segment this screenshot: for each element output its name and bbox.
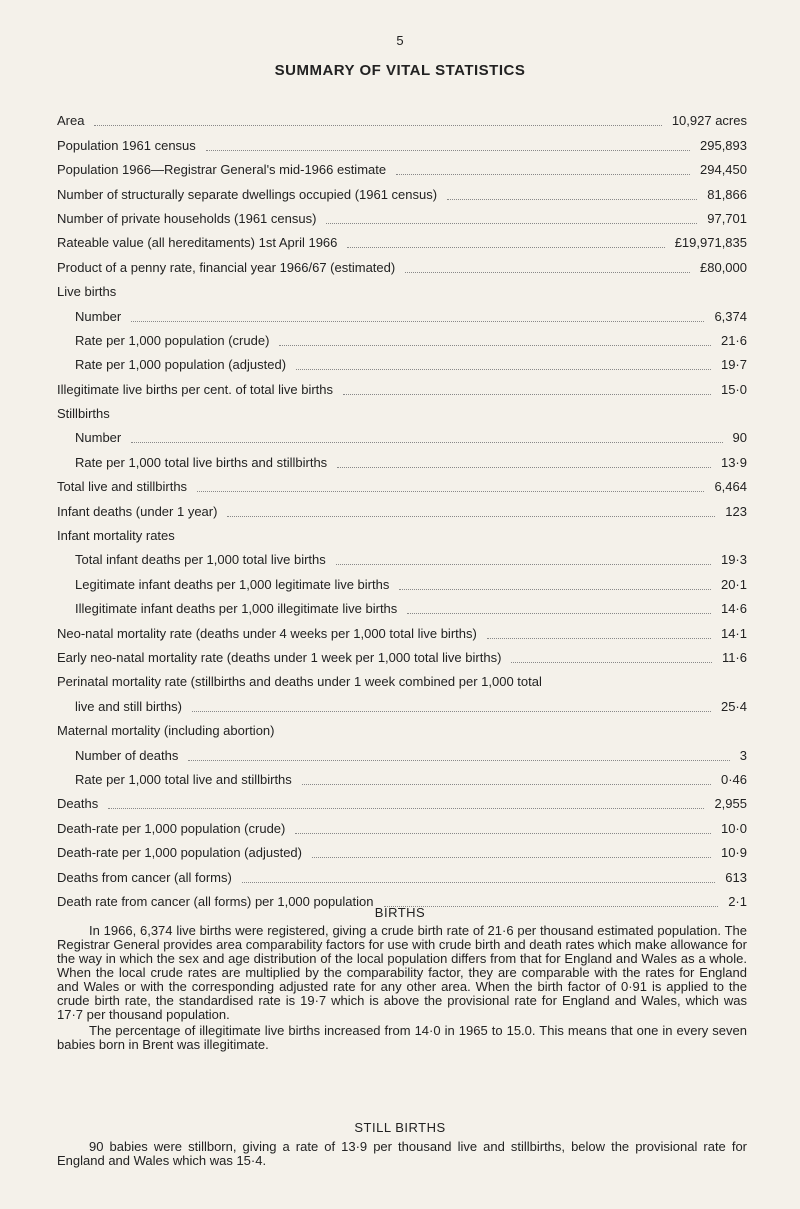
stat-value: 2,955 <box>714 796 747 812</box>
stat-row-total-births <box>57 471 747 495</box>
stat-heading-stillbirths <box>57 398 747 422</box>
stat-row-death-rate-adjusted <box>57 837 747 861</box>
stat-row-infant-deaths <box>57 495 747 519</box>
leader-dots <box>405 271 690 273</box>
stat-heading-infant-mortality <box>57 520 747 544</box>
leader-dots <box>227 515 715 517</box>
stat-row-neo-natal <box>57 617 747 641</box>
stat-value: 10,927 acres <box>671 113 747 129</box>
stat-label: Infant deaths (under 1 year) <box>57 503 218 519</box>
stat-heading-label: Live births <box>57 284 117 300</box>
page-title: SUMMARY OF VITAL STATISTICS <box>274 62 526 79</box>
stat-label: Illegitimate live births per cent. of total live births <box>57 381 334 397</box>
stat-heading-label: Stillbirths <box>57 406 110 422</box>
leader-dots <box>407 612 711 614</box>
stat-row-rateable-value <box>57 227 747 251</box>
stat-value: 6,374 <box>714 308 747 324</box>
stat-value: 25·4 <box>720 698 747 714</box>
stat-row-households <box>57 203 747 227</box>
stat-label: Early neo-natal mortality rate (deaths under 1 week per 1,000 total live births) <box>57 649 502 665</box>
stat-row-birth-rate-adjusted <box>57 349 747 373</box>
leader-dots <box>295 832 711 834</box>
stat-label: Number of private households (1961 census) <box>57 210 317 226</box>
stat-value: £19,971,835 <box>674 235 747 251</box>
leader-dots <box>108 807 704 809</box>
leader-dots <box>312 856 711 858</box>
stat-value: 14·6 <box>720 601 747 617</box>
leader-dots <box>347 246 664 248</box>
stat-label: Death-rate per 1,000 population (crude) <box>57 820 286 836</box>
stat-row-stillbirths-number <box>57 422 747 446</box>
stat-label: Deaths <box>57 796 99 812</box>
stat-label: Total infant deaths per 1,000 total live births <box>75 552 326 568</box>
stat-value: 81,866 <box>707 186 747 202</box>
stat-heading-live-births <box>57 276 747 300</box>
stat-value: 20·1 <box>720 576 747 592</box>
stat-label: Rate per 1,000 population (crude) <box>75 332 270 348</box>
stat-value: 2·1 <box>728 893 747 909</box>
stat-label: Rate per 1,000 population (adjusted) <box>75 357 287 373</box>
stat-row-penny-rate <box>57 251 747 275</box>
leader-dots <box>197 490 704 492</box>
stat-value: 3 <box>739 747 747 763</box>
leader-dots <box>131 441 722 443</box>
stat-value: 10·9 <box>720 845 747 861</box>
leader-dots <box>94 124 661 126</box>
stat-row-infant-mortality-illegitimate <box>57 593 747 617</box>
still-births-heading: STILL BIRTHS <box>354 1120 446 1135</box>
stat-row-maternal-rate <box>57 764 747 788</box>
leader-dots <box>131 320 704 322</box>
stat-label: Area <box>57 113 85 129</box>
stat-label: Legitimate infant deaths per 1,000 legitimate live births <box>75 576 390 592</box>
stat-value: 97,701 <box>707 210 747 226</box>
births-paragraph-1: In 1966, 6,374 live births were registered, giving a crude birth rate of 21·6 per thousand estimated population. The Registrar General provides area comparability factors for use with crude birth and death rates which make allowance for the way in which the sex and age distribution of the local population differs from that for England and Wales as a whole. When the local crude rates are multiplied by the comparability factor, they are comparable with the rates for England and Wales or with the corresponding adjusted rate for any other area. When the birth factor of 0·91 is applied to the crude birth rate, the standardised rate is 19·7 which is above the provisional rate for England and Wales, which was 17·7 per thousand population. <box>57 923 747 1022</box>
stat-row-live-births-number <box>57 300 747 324</box>
stat-row-illegitimate-births <box>57 373 747 397</box>
leader-dots <box>242 881 715 883</box>
stat-label: Deaths from cancer (all forms) <box>57 869 232 885</box>
stat-value: 294,450 <box>700 162 747 178</box>
stat-label: Number of deaths <box>75 747 179 763</box>
stat-label: Illegitimate infant deaths per 1,000 illegitimate live births <box>75 601 398 617</box>
leader-dots <box>336 563 711 565</box>
stat-row-early-neo-natal <box>57 642 747 666</box>
stat-row-death-rate-crude <box>57 812 747 836</box>
leader-dots <box>188 759 729 761</box>
leader-dots <box>192 710 711 712</box>
stat-value: £80,000 <box>700 259 747 275</box>
stat-value: 6,464 <box>714 479 747 495</box>
stat-value: 613 <box>725 869 747 885</box>
stat-label: Rateable value (all hereditaments) 1st April 1966 <box>57 235 338 251</box>
stat-row-population-1966 <box>57 154 747 178</box>
leader-dots <box>487 637 711 639</box>
leader-dots <box>396 173 690 175</box>
stat-label: live and still births) <box>75 698 182 714</box>
stat-value: 15·0 <box>720 381 747 397</box>
leader-dots <box>343 393 711 395</box>
stat-label: Neo-natal mortality rate (deaths under 4 weeks per 1,000 total live births) <box>57 625 477 641</box>
stat-row-infant-mortality-legitimate <box>57 568 747 592</box>
stat-value: 295,893 <box>700 137 747 153</box>
stat-row-dwellings <box>57 178 747 202</box>
stat-label: Rate per 1,000 total live births and stillbirths <box>75 454 328 470</box>
stat-value: 0·46 <box>720 771 747 787</box>
births-section <box>57 924 747 1052</box>
leader-dots <box>447 198 697 200</box>
stat-label: Death-rate per 1,000 population (adjusted) <box>57 845 302 861</box>
still-births-paragraph: 90 babies were stillborn, giving a rate of 13·9 per thousand live and stillbirths, below the provisional rate for England and Wales which was 15·4. <box>57 1139 747 1168</box>
stat-row-birth-rate-crude <box>57 325 747 349</box>
stat-row-deaths <box>57 788 747 812</box>
stat-value: 10·0 <box>720 820 747 836</box>
stat-heading-label: Infant mortality rates <box>57 528 175 544</box>
stat-label: Death rate from cancer (all forms) per 1,000 population <box>57 893 374 909</box>
stat-row-infant-mortality-total <box>57 544 747 568</box>
stat-value: 21·6 <box>720 332 747 348</box>
stat-label: Rate per 1,000 total live and stillbirths <box>75 771 292 787</box>
stat-heading-label: Maternal mortality (including abortion) <box>57 723 275 739</box>
stat-value: 11·6 <box>721 649 747 665</box>
stat-heading-maternal-mortality <box>57 715 747 739</box>
leader-dots <box>399 588 711 590</box>
stat-row-maternal-deaths <box>57 739 747 763</box>
vital-statistics-table <box>57 105 747 910</box>
page-number: 5 <box>396 33 404 48</box>
stat-row-stillbirth-rate <box>57 446 747 470</box>
births-heading: BIRTHS <box>374 905 426 920</box>
births-paragraph-2: The percentage of illegitimate live births increased from 14·0 in 1965 to 15.0. This means that one in every seven babies born in Brent was illegitimate. <box>57 1023 747 1052</box>
stat-value: 14·1 <box>720 625 747 641</box>
stat-row-perinatal <box>57 690 747 714</box>
stat-row-population-1961 <box>57 129 747 153</box>
leader-dots <box>326 222 697 224</box>
leader-dots <box>511 661 712 663</box>
stat-value: 123 <box>725 503 747 519</box>
leader-dots <box>279 344 711 346</box>
still-births-section <box>57 1140 747 1168</box>
stat-label: Product of a penny rate, financial year 1966/67 (estimated) <box>57 259 396 275</box>
stat-heading-perinatal <box>57 666 747 690</box>
stat-value: 90 <box>732 430 747 446</box>
stat-value: 13·9 <box>720 454 747 470</box>
stat-value: 19·7 <box>720 357 747 373</box>
leader-dots <box>206 149 690 151</box>
stat-row-area <box>57 105 747 129</box>
leader-dots <box>337 466 711 468</box>
stat-label: Number of structurally separate dwellings occupied (1961 census) <box>57 186 438 202</box>
stat-label: Population 1961 census <box>57 137 196 153</box>
stat-value: 19·3 <box>720 552 747 568</box>
leader-dots <box>296 368 711 370</box>
stat-heading-label: Perinatal mortality rate (stillbirths and deaths under 1 week combined per 1,000 total <box>57 674 542 690</box>
stat-label: Number <box>75 308 122 324</box>
stat-label: Population 1966—Registrar General's mid-1966 estimate <box>57 162 387 178</box>
leader-dots <box>302 783 711 785</box>
stat-label: Total live and stillbirths <box>57 479 188 495</box>
stat-row-cancer-deaths <box>57 861 747 885</box>
stat-label: Number <box>75 430 122 446</box>
